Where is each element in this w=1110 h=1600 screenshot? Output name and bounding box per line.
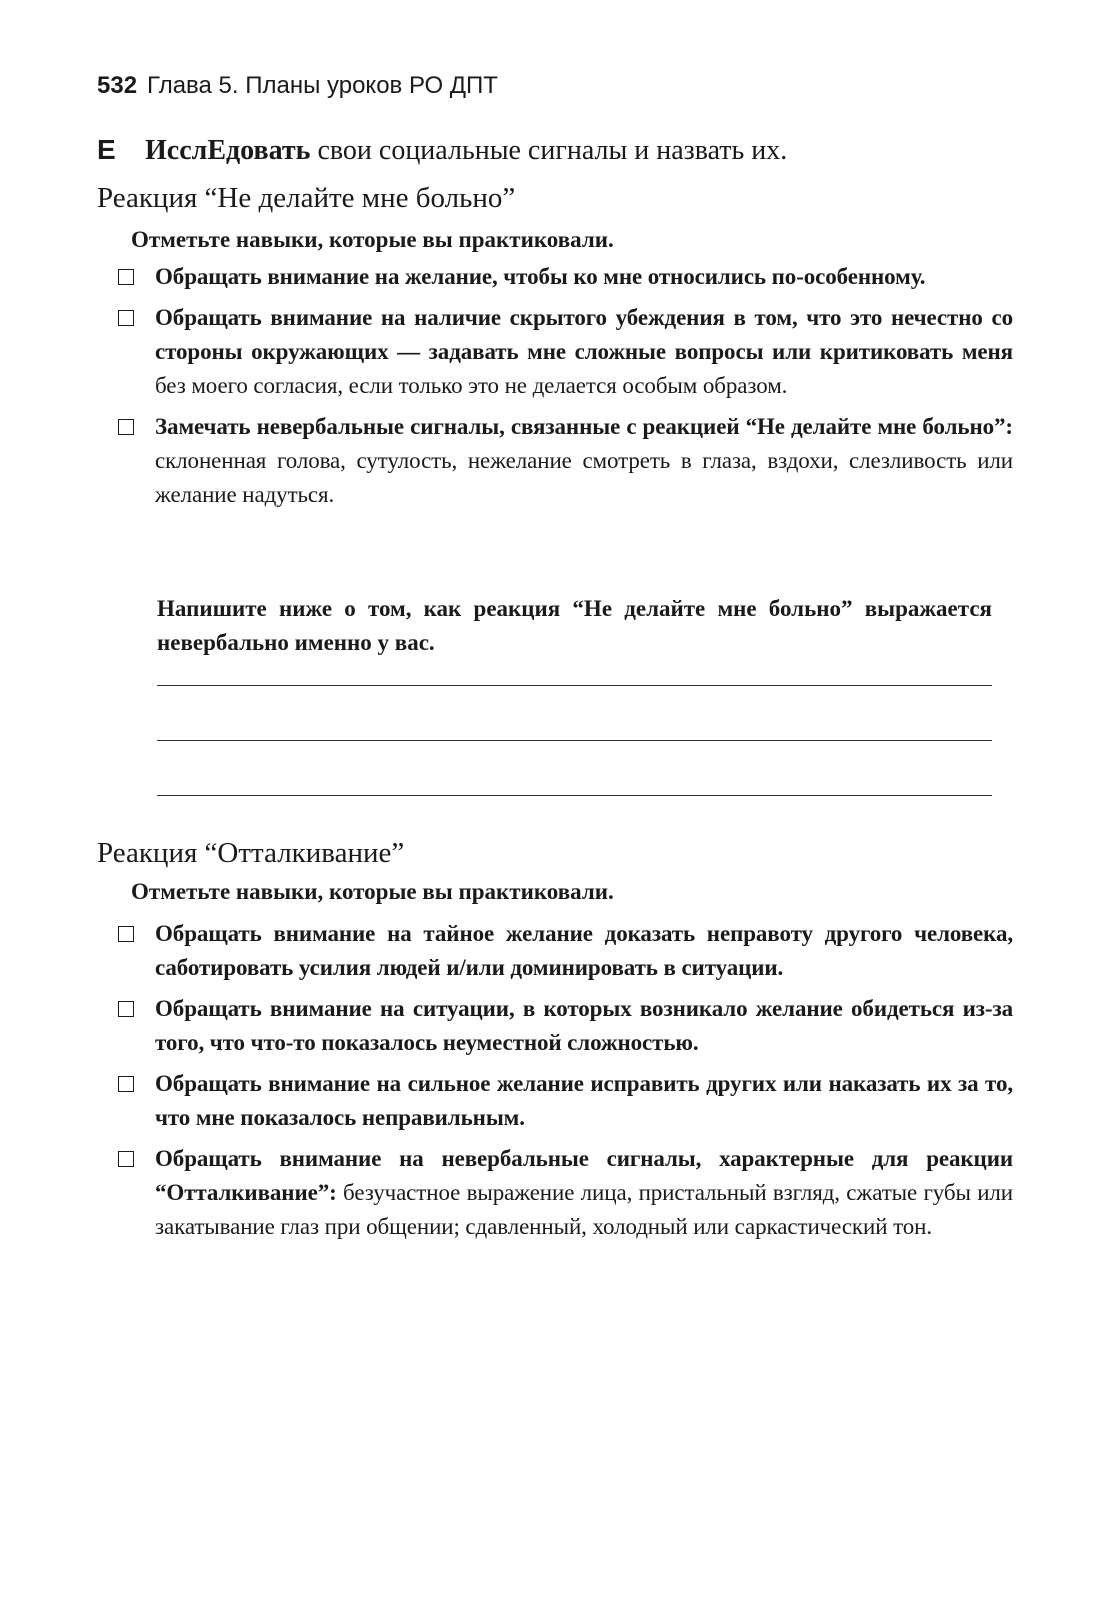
skill-checklist	[118, 260, 1013, 512]
list-item	[118, 260, 1013, 294]
answer-line[interactable]	[157, 740, 992, 741]
checkbox[interactable]	[118, 1001, 134, 1017]
chapter-title: Глава 5. Планы уроков РО ДПТ	[147, 72, 498, 99]
list-item	[118, 1142, 1013, 1244]
section-heading	[97, 131, 1017, 170]
list-item	[118, 301, 1013, 403]
list-item	[118, 410, 1013, 512]
checkbox[interactable]	[118, 1151, 134, 1167]
item-text: Обращать внимание на ситуации, в которых возникало желание обидеться из-за того, что что-то показалось неуместной сложностью.	[155, 996, 1013, 1055]
list-item	[118, 1067, 1013, 1135]
item-text: Обращать внимание на желание, чтобы ко мне относились по-особенному.	[155, 264, 926, 289]
item-text: Обращать внимание на тайное желание доказать неправоту другого человека, саботировать усилия людей и/или доминировать в ситуации.	[155, 921, 1013, 980]
item-text: Обращать внимание на сильное желание исправить других или наказать их за то, что мне показалось неправильным.	[155, 1071, 1013, 1130]
section-keyword: ИсслЕдовать	[145, 135, 311, 166]
instruction: Отметьте навыки, которые вы практиковали.	[131, 227, 614, 252]
item-text: Замечать невербальные сигналы, связанные с реакцией “Не делайте мне больно”: склоненная голова, сутулость, нежелание смотреть в глаза, вздохи, слезливость или желание надуться.	[155, 414, 1013, 507]
section-heading-rest: свои социальные сигналы и назвать их.	[310, 135, 788, 166]
checkbox[interactable]	[118, 310, 134, 326]
checkbox[interactable]	[118, 1076, 134, 1092]
item-text: Обращать внимание на наличие скрытого убеждения в том, что это нечестно со стороны окружающих — задавать мне сложные вопросы или критиковать меня без моего согласия, если только это не делается особым образом.	[155, 305, 1013, 398]
section-letter: Е	[97, 134, 116, 165]
skill-checklist	[118, 917, 1013, 1244]
instruction: Отметьте навыки, которые вы практиковали.	[131, 879, 614, 904]
answer-line[interactable]	[157, 685, 992, 686]
running-head	[97, 70, 498, 102]
checkbox[interactable]	[118, 926, 134, 942]
item-text: Обращать внимание на невербальные сигналы, характерные для реакции “Отталкивание”: безучастное выражение лица, пристальный взгляд, сжатые губы или закатывание глаз при общении; сдавленный, холодный или саркастический тон.	[155, 1146, 1013, 1239]
page-number: 532	[97, 72, 138, 99]
list-item	[118, 917, 1013, 985]
list-item	[118, 992, 1013, 1060]
checkbox[interactable]	[118, 269, 134, 285]
write-prompt: Напишите ниже о том, как реакция “Не делайте мне больно” выражается невербально именно у вас.	[157, 596, 992, 655]
answer-line[interactable]	[157, 795, 992, 796]
reaction-title: Реакция “Не делайте мне больно”	[97, 182, 516, 214]
reaction-title: Реакция “Отталкивание”	[97, 837, 405, 869]
checkbox[interactable]	[118, 419, 134, 435]
